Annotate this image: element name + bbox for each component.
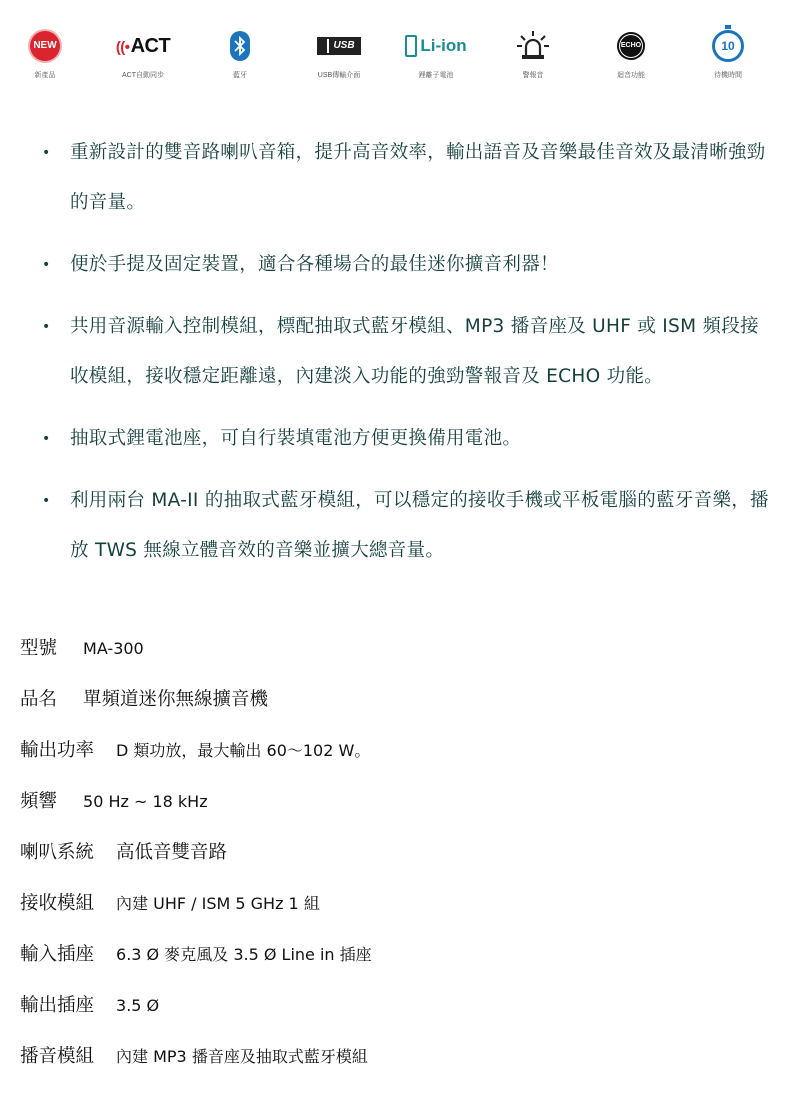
spec-label: 型號 — [20, 638, 58, 659]
feature-caption: ACT自動同步 — [122, 72, 164, 79]
feature-caption: 待機時間 — [714, 72, 742, 79]
spec-label: 品名 — [20, 689, 58, 710]
feature-caption: 警報音 — [522, 72, 544, 79]
bullet-item: • 抽取式鋰電池座，可自行裝填電池方便更換備用電池。 — [0, 414, 800, 464]
bluetooth-icon — [230, 31, 250, 61]
spec-label: 喇叭系統 — [20, 842, 95, 863]
bullet-dot-icon: • — [42, 493, 51, 509]
spec-row-output-jack — [20, 991, 780, 1042]
spec-value: 6.3 Ø 麥克風及 3.5 Ø Line in 插座 — [116, 945, 372, 964]
echo-icon: ECHO — [617, 32, 645, 60]
feature-bullet-list — [0, 128, 800, 576]
feature-usb — [294, 28, 384, 80]
spec-row-output-power — [20, 736, 780, 787]
spec-label: 頻響 — [20, 791, 58, 812]
feature-echo — [586, 28, 676, 80]
feature-caption: 藍牙 — [233, 72, 247, 79]
feature-icon-row — [0, 28, 800, 88]
timer-icon: 10 — [712, 30, 744, 62]
bullet-item: • 重新設計的雙音路喇叭音箱，提升高音效率，輸出語音及音樂最佳音效及最清晰強勁的音量。 — [0, 128, 800, 228]
spec-value: MA-300 — [83, 639, 144, 658]
spec-label: 播音模組 — [20, 1046, 95, 1067]
spec-table — [20, 634, 780, 1093]
feature-caption: 迴音功能 — [617, 72, 645, 79]
spec-value: 3.5 Ø — [116, 996, 160, 1015]
bullet-item: • 共用音源輸入控制模組，標配抽取式藍牙模組、MP3 播音座及 UHF 或 ISM 頻段接收模組，接收穩定距離遠，內建淡入功能的強勁警報音及 ECHO 功能。 — [0, 302, 800, 402]
spec-row-product-name — [20, 685, 780, 736]
bullet-dot-icon: • — [42, 319, 51, 335]
spec-label: 輸出功率 — [20, 740, 95, 761]
spec-row-input-jack — [20, 940, 780, 991]
spec-row-playback-module — [20, 1042, 780, 1093]
feature-act — [98, 28, 188, 80]
spec-label: 輸出插座 — [20, 995, 95, 1016]
spec-value: 單頻道迷你無線擴音機 — [83, 689, 269, 710]
feature-timer — [683, 28, 773, 80]
bullet-item: • 便於手提及固定裝置，適合各種場合的最佳迷你擴音利器！ — [0, 240, 800, 290]
spec-label: 接收模組 — [20, 893, 95, 914]
feature-siren — [488, 28, 578, 80]
feature-caption: 新產品 — [34, 72, 56, 79]
bullet-dot-icon: • — [42, 145, 51, 161]
spec-row-speaker-system — [20, 838, 780, 889]
spec-value: D 類功放，最大輸出 60～102 W。 — [116, 741, 371, 760]
spec-value: 內建 MP3 播音座及抽取式藍牙模組 — [116, 1047, 368, 1066]
bullet-dot-icon: • — [42, 431, 51, 447]
spec-value: 內建 UHF / ISM 5 GHz 1 組 — [116, 894, 320, 913]
act-logo-icon: ((•ACT — [115, 34, 171, 57]
siren-icon — [516, 30, 550, 62]
feature-caption: 鋰離子電池 — [418, 72, 454, 79]
usb-icon: USB — [317, 37, 360, 55]
spec-row-receiver-module — [20, 889, 780, 940]
spec-value: 高低音雙音路 — [116, 842, 228, 863]
feature-caption: USB傳輸介面 — [317, 72, 361, 79]
bullet-item: • 利用兩台 MA-II 的抽取式藍牙模組，可以穩定的接收手機或平板電腦的藍牙音樂，播放 TWS 無線立體音效的音樂並擴大總音量。 — [0, 476, 800, 576]
spec-row-frequency-response — [20, 787, 780, 838]
feature-li-ion — [391, 28, 481, 80]
spec-value: 50 Hz ~ 18 kHz — [83, 792, 208, 811]
feature-bluetooth — [195, 28, 285, 80]
li-ion-battery-icon: Li-ion — [405, 35, 466, 57]
spec-row-model — [20, 634, 780, 685]
bullet-dot-icon: • — [42, 257, 51, 273]
feature-new — [0, 28, 90, 80]
spec-label: 輸入插座 — [20, 944, 95, 965]
new-badge-icon: NEW — [30, 31, 60, 61]
